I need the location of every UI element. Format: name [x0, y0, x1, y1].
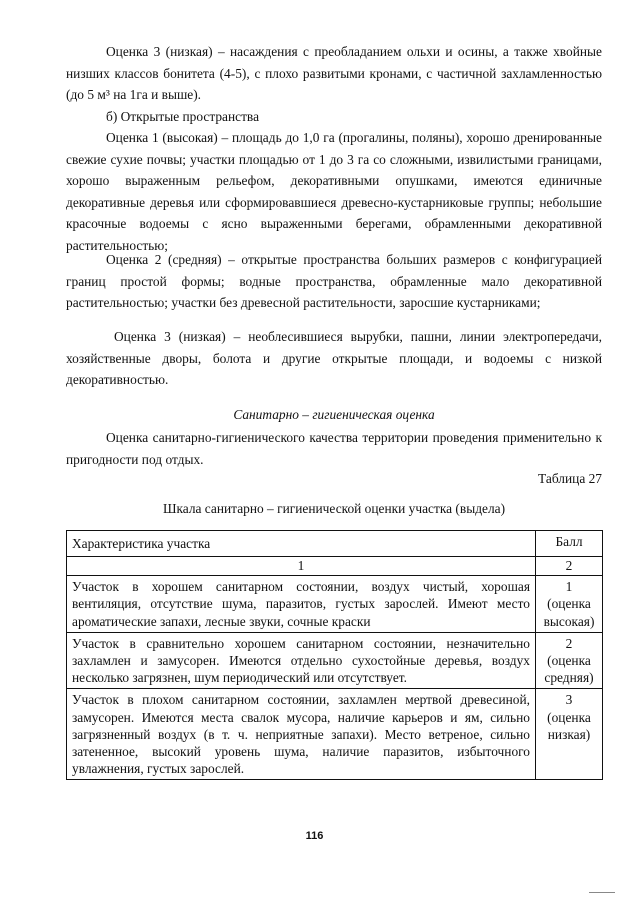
table-caption: Шкала санитарно – гигиенической оценки участка (выдела)	[162, 501, 506, 516]
row-rating: (оценка низкая)	[547, 709, 591, 742]
row-description: Участок в сравнительно хорошем санитарном состоянии, незначительно захламлен и замусорен. Имеются отдельно сухостойные деревья, воздух несколько загрязнен, шум периодический или отсутствует.	[67, 632, 536, 689]
header-score: Балл	[536, 531, 603, 557]
sanitary-scale-table	[66, 530, 603, 780]
row-score-cell	[536, 576, 603, 633]
table-row	[67, 632, 603, 689]
table-number: Таблица 27	[538, 471, 602, 486]
paragraph-rating-3-open-spaces: Оценка 3 (низкая) – необлесившиеся вырубки, пашни, линии электропередачи, хозяйственные дворы, болота и другие открытые площади, и водоемы с низкой декоративностью.	[66, 329, 602, 387]
row-rating: (оценка высокая)	[543, 596, 595, 629]
page-edge-mark	[589, 892, 615, 893]
page-number: 116	[305, 830, 324, 842]
section-title: Санитарно – гигиеническая оценка	[233, 407, 435, 422]
row-score-cell	[536, 689, 603, 780]
row-score: 2	[565, 635, 573, 651]
row-description: Участок в хорошем санитарном состоянии, воздух чистый, хорошая вентиляция, отсутствие шума, паразитов, густых зарослей. Имеют место ароматические запахи, лесные звуки, сочные краски	[67, 576, 536, 633]
table-row	[67, 689, 603, 780]
row-description: Участок в плохом санитарном состоянии, захламлен мертвой древесиной, замусорен. Имеются места свалок мусора, наличие карьеров и ям, сильно загрязненный воздух (в т. ч. неприятные запахи). Место ветреное, сильно затененное, высокий уровень шума, наличие паразитов, избыточного увлажнения, густых зарослей.	[67, 689, 536, 780]
table-header-row	[67, 531, 603, 557]
row-score-cell	[536, 632, 603, 689]
column-number-2: 2	[536, 557, 603, 576]
table-row	[67, 576, 603, 633]
paragraph-rating-1-open-spaces: Оценка 1 (высокая) – площадь до 1,0 га (прогалины, поляны), хорошо дренированные свежие сухие почвы; участки площадью от 1 до 3 га со сложными, извилистыми границами, хорошо выраженным рельефом, декоративными опушками, имеются единичные декоративные деревья или сформировавшиеся древесно-кустарниковые группы; небольшие красочные водоемы с ясно выраженными берегами, обрамленными декоративной растительностью;	[66, 130, 602, 253]
paragraph-rating-2-open-spaces: Оценка 2 (средняя) – открытые пространства больших размеров с конфигурацией границ простой формы; водные пространства, обрамленные мало декоративной растительностью; участки без древесной растительности, заросшие кустарниками;	[66, 252, 602, 310]
row-score: 3	[565, 692, 573, 708]
paragraph-sanitary-intro: Оценка санитарно-гигиенического качества территории проведения применительно к пригодности под отдых.	[66, 430, 602, 467]
table-column-numbers-row	[67, 557, 603, 576]
paragraph-open-spaces-heading: б) Открытые пространства	[106, 109, 260, 124]
paragraph-rating-3-plantations: Оценка 3 (низкая) – насаждения с преобладанием ольхи и осины, а также хвойные низших классов бонитета (4-5), с плохо развитыми кронами, с частичной захламленностью (до 5 м³ на 1га и выше).	[66, 44, 602, 102]
column-number-1: 1	[67, 557, 536, 576]
row-score: 1	[565, 579, 573, 595]
header-characteristic: Характеристика участка	[67, 531, 536, 557]
row-rating: (оценка средняя)	[544, 653, 594, 686]
